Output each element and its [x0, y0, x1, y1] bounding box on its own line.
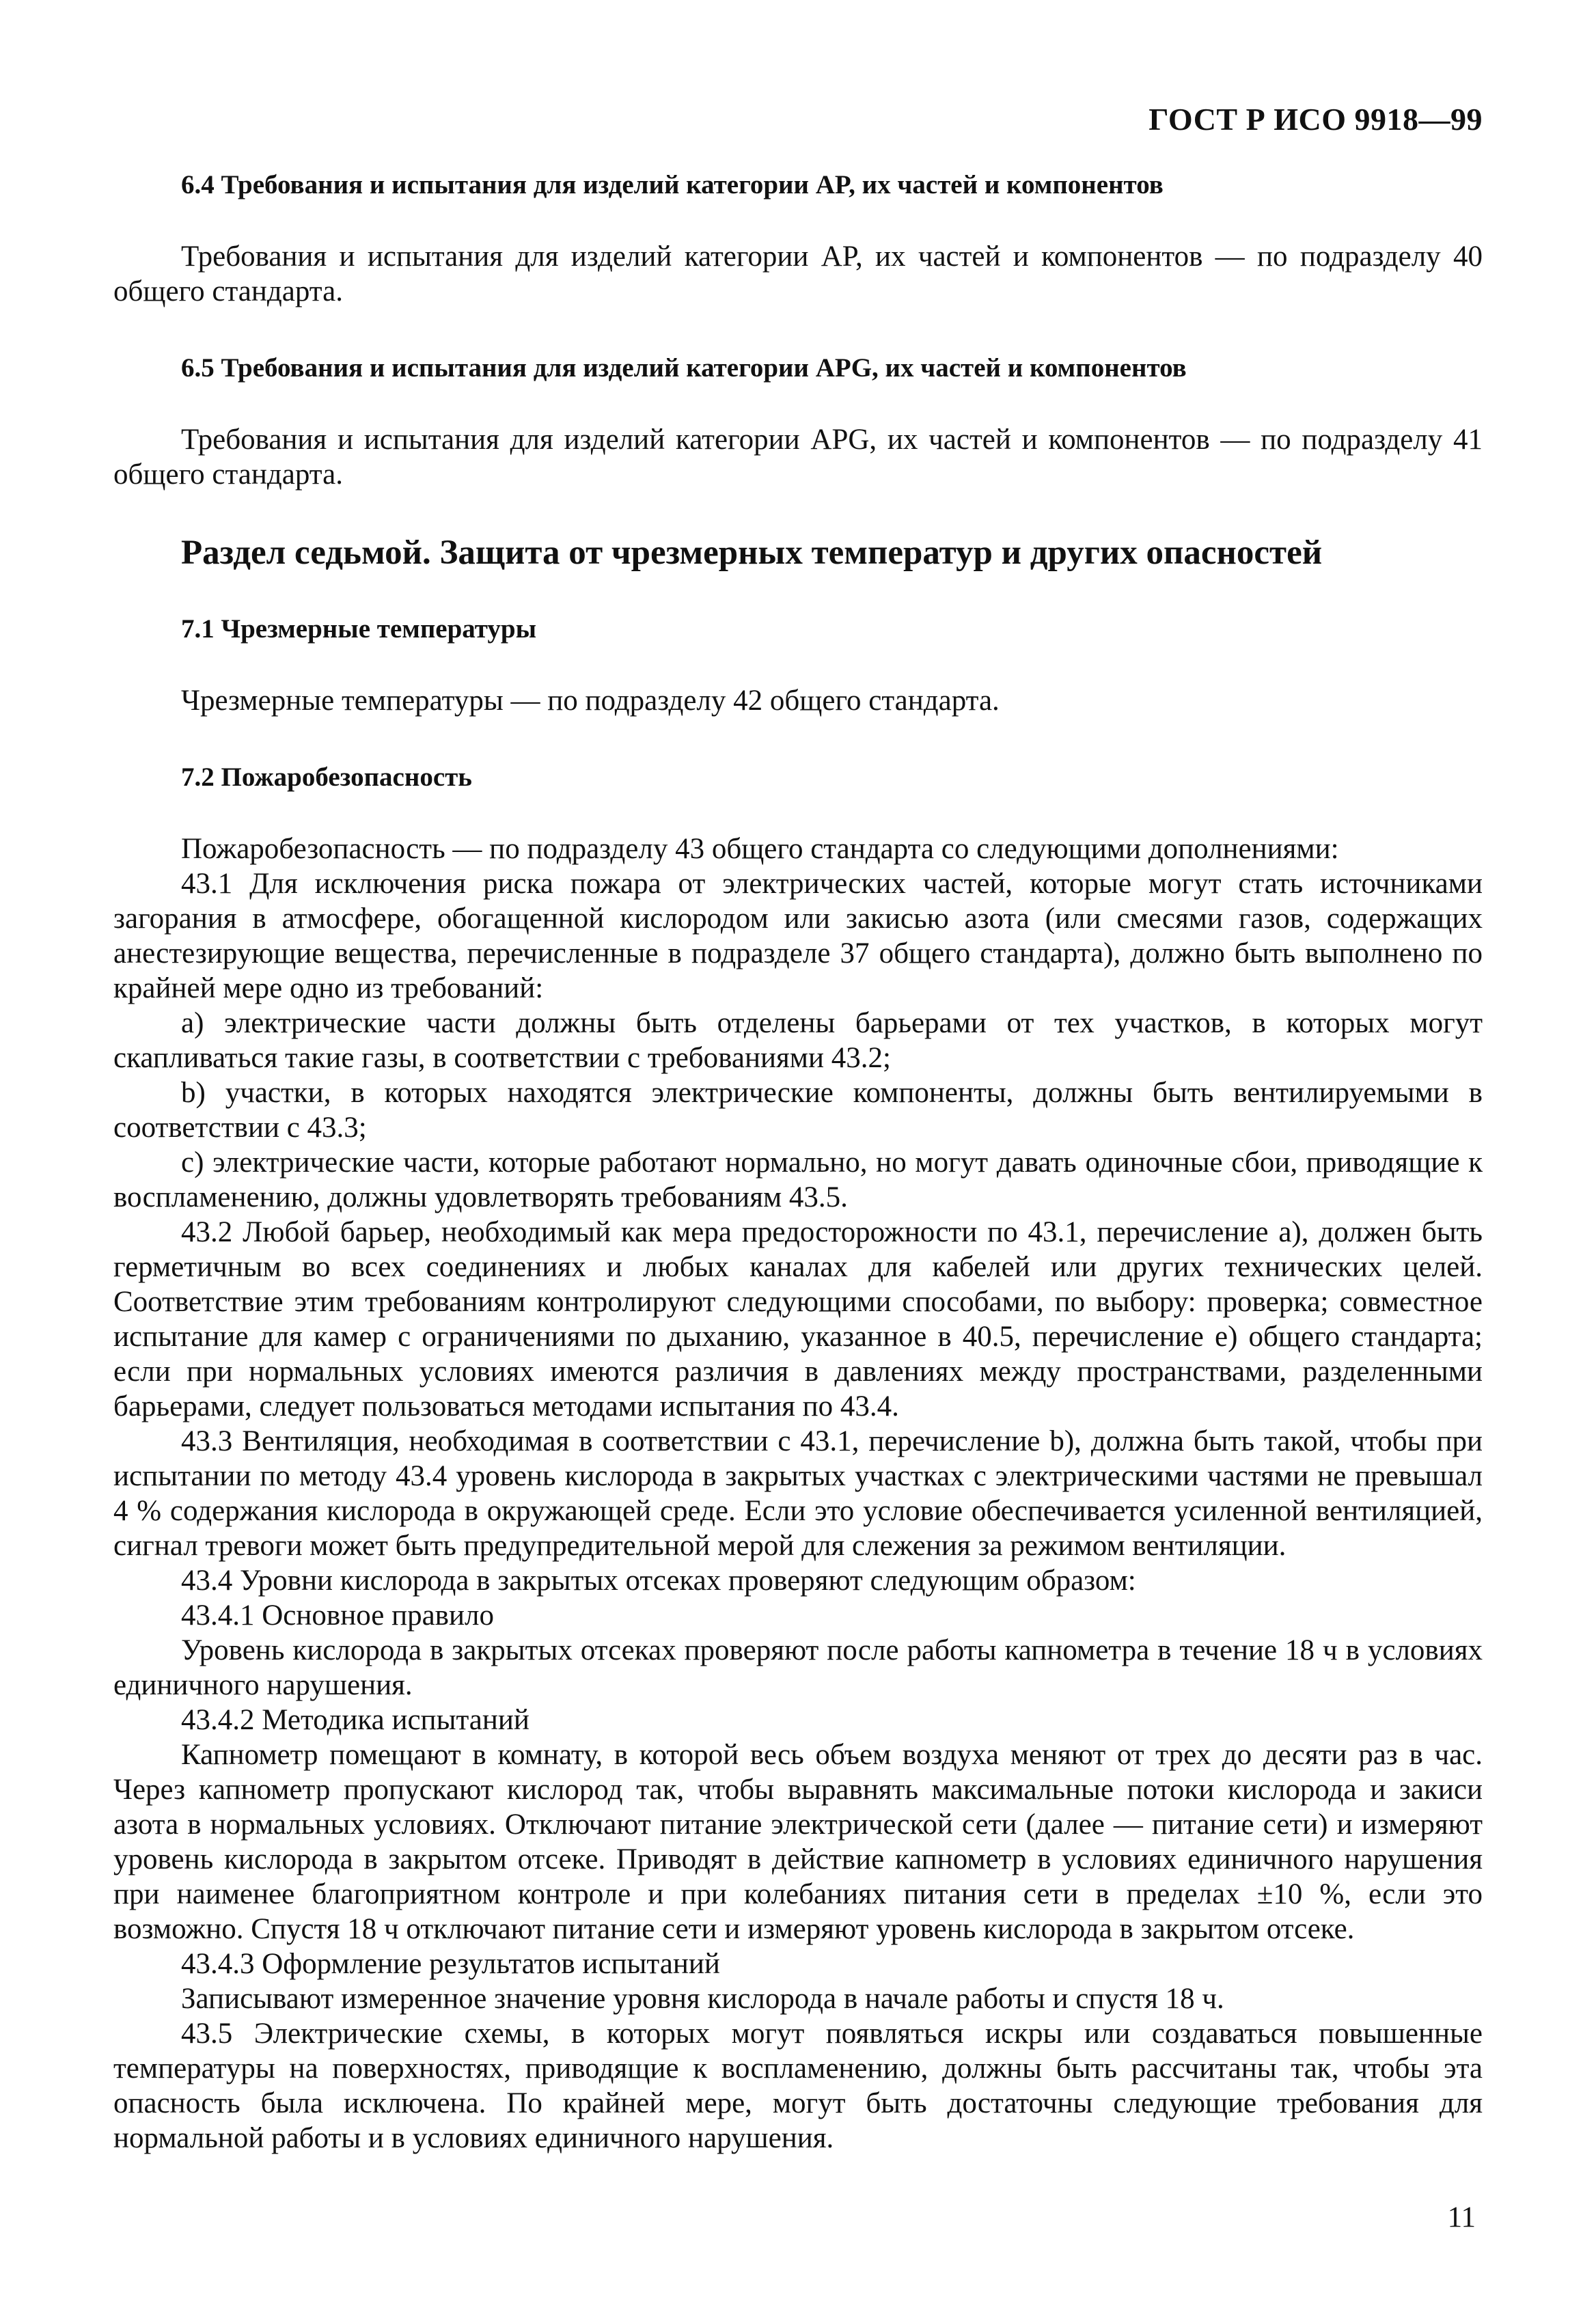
- paragraph: 43.1 Для исключения риска пожара от электрических частей, которые могут стать источниками загорания в атмосфере, обогащенной кислородом или закисью азота (или смесями газов, содержащих анестезирующие вещества, перечисленные в подразделе 37 общего стандарта), должно быть выполнено по крайней мере одно из требований:: [113, 868, 1483, 1004]
- paragraph: Требования и испытания для изделий категории AP, их частей и компонентов — по подразделу 40 общего стандарта.: [113, 240, 1483, 307]
- standard-number-header: ГОСТ Р ИСО 9918—99: [1148, 102, 1483, 137]
- chapter-heading: Раздел седьмой. Защита от чрезмерных температур и других опасностей: [181, 534, 1323, 572]
- section-heading: 7.1 Чрезмерные температуры: [181, 614, 537, 644]
- paragraph: 43.4.3 Оформление результатов испытаний: [181, 1948, 720, 1980]
- paragraph: Записывают измеренное значение уровня кислорода в начале работы и спустя 18 ч.: [181, 1983, 1224, 2015]
- document-body: [113, 168, 1483, 2156]
- paragraph: 43.4.2 Методика испытаний: [181, 1704, 529, 1736]
- paragraph: Капнометр помещают в комнату, в которой весь объем воздуха меняют от трех до десяти раз в час. Через капнометр пропускают кислород так, чтобы выравнять максимальные потоки кислорода и закиси азота в нормальных условиях. Отключают питание электрической сети (далее — питание сети) и измеряют уровень кислорода в закрытом отсеке. Приводят в действие капнометр в условиях единичного нарушения при наименее благоприятном контроле и при колебаниях питания сети в пределах ±10 %, если это возможно. Спустя 18 ч отключают питание сети и измеряют уровень кислорода в закрытом отсеке.: [113, 1739, 1483, 1945]
- paragraph: 43.4.1 Основное правило: [181, 1599, 494, 1632]
- paragraph: b) участки, в которых находятся электрические компоненты, должны быть вентилируемыми в соответствии с 43.3;: [113, 1077, 1483, 1144]
- paragraph: Требования и испытания для изделий категории APG, их частей и компонентов — по подразделу 41 общего стандарта.: [113, 424, 1483, 491]
- page-number: 11: [1447, 2201, 1476, 2233]
- paragraph: 43.3 Вентиляция, необходимая в соответствии с 43.1, перечисление b), должна быть такой, чтобы при испытании по методу 43.4 уровень кислорода в закрытых участках с электрическими частями не превышал 4 % содержания кислорода в окружающей среде. Если это условие обеспечивается усиленной вентиляцией, сигнал тревоги может быть предупредительной мерой для слежения за режимом вентиляции.: [113, 1425, 1483, 1562]
- paragraph: Пожаробезопасность — по подразделу 43 общего стандарта со следующими дополнениями:: [181, 833, 1339, 865]
- paragraph: Уровень кислорода в закрытых отсеках проверяют после работы капнометра в течение 18 ч в условиях единичного нарушения.: [113, 1634, 1483, 1701]
- section-heading: 7.2 Пожаробезопасность: [181, 762, 472, 792]
- section-heading: 6.4 Требования и испытания для изделий категории AP, их частей и компонентов: [181, 170, 1164, 200]
- paragraph: Чрезмерные температуры — по подразделу 42 общего стандарта.: [181, 685, 1000, 717]
- paragraph: c) электрические части, которые работают нормально, но могут давать одиночные сбои, приводящие к воспламенению, должны удовлетворять требованиям 43.5.: [113, 1146, 1483, 1213]
- paragraph: 43.5 Электрические схемы, в которых могут появляться искры или создаваться повышенные температуры на поверхностях, приводящие к воспламенению, должны быть рассчитаны так, чтобы эта опасность была исключена. По крайней мере, могут быть достаточны следующие требования для нормальной работы и в условиях единичного нарушения.: [113, 2018, 1483, 2154]
- paragraph: 43.2 Любой барьер, необходимый как мера предосторожности по 43.1, перечисление a), должен быть герметичным во всех соединениях и любых каналах для кабелей или других технических целей. Соответствие этим требованиям контролируют следующими способами, по выбору: проверка; совместное испытание для камер с ограничениями по дыханию, указанное в 40.5, перечисление e) общего стандарта; если при нормальных условиях имеются различия в давлениях между пространствами, разделенными барьерами, следует пользоваться методами испытания по 43.4.: [113, 1216, 1483, 1422]
- paragraph: a) электрические части должны быть отделены барьерами от тех участков, в которых могут скапливаться такие газы, в соответствии с требованиями 43.2;: [113, 1007, 1483, 1074]
- section-heading: 6.5 Требования и испытания для изделий категории APG, их частей и компонентов: [181, 353, 1187, 383]
- paragraph: 43.4 Уровни кислорода в закрытых отсеках проверяют следующим образом:: [181, 1565, 1136, 1597]
